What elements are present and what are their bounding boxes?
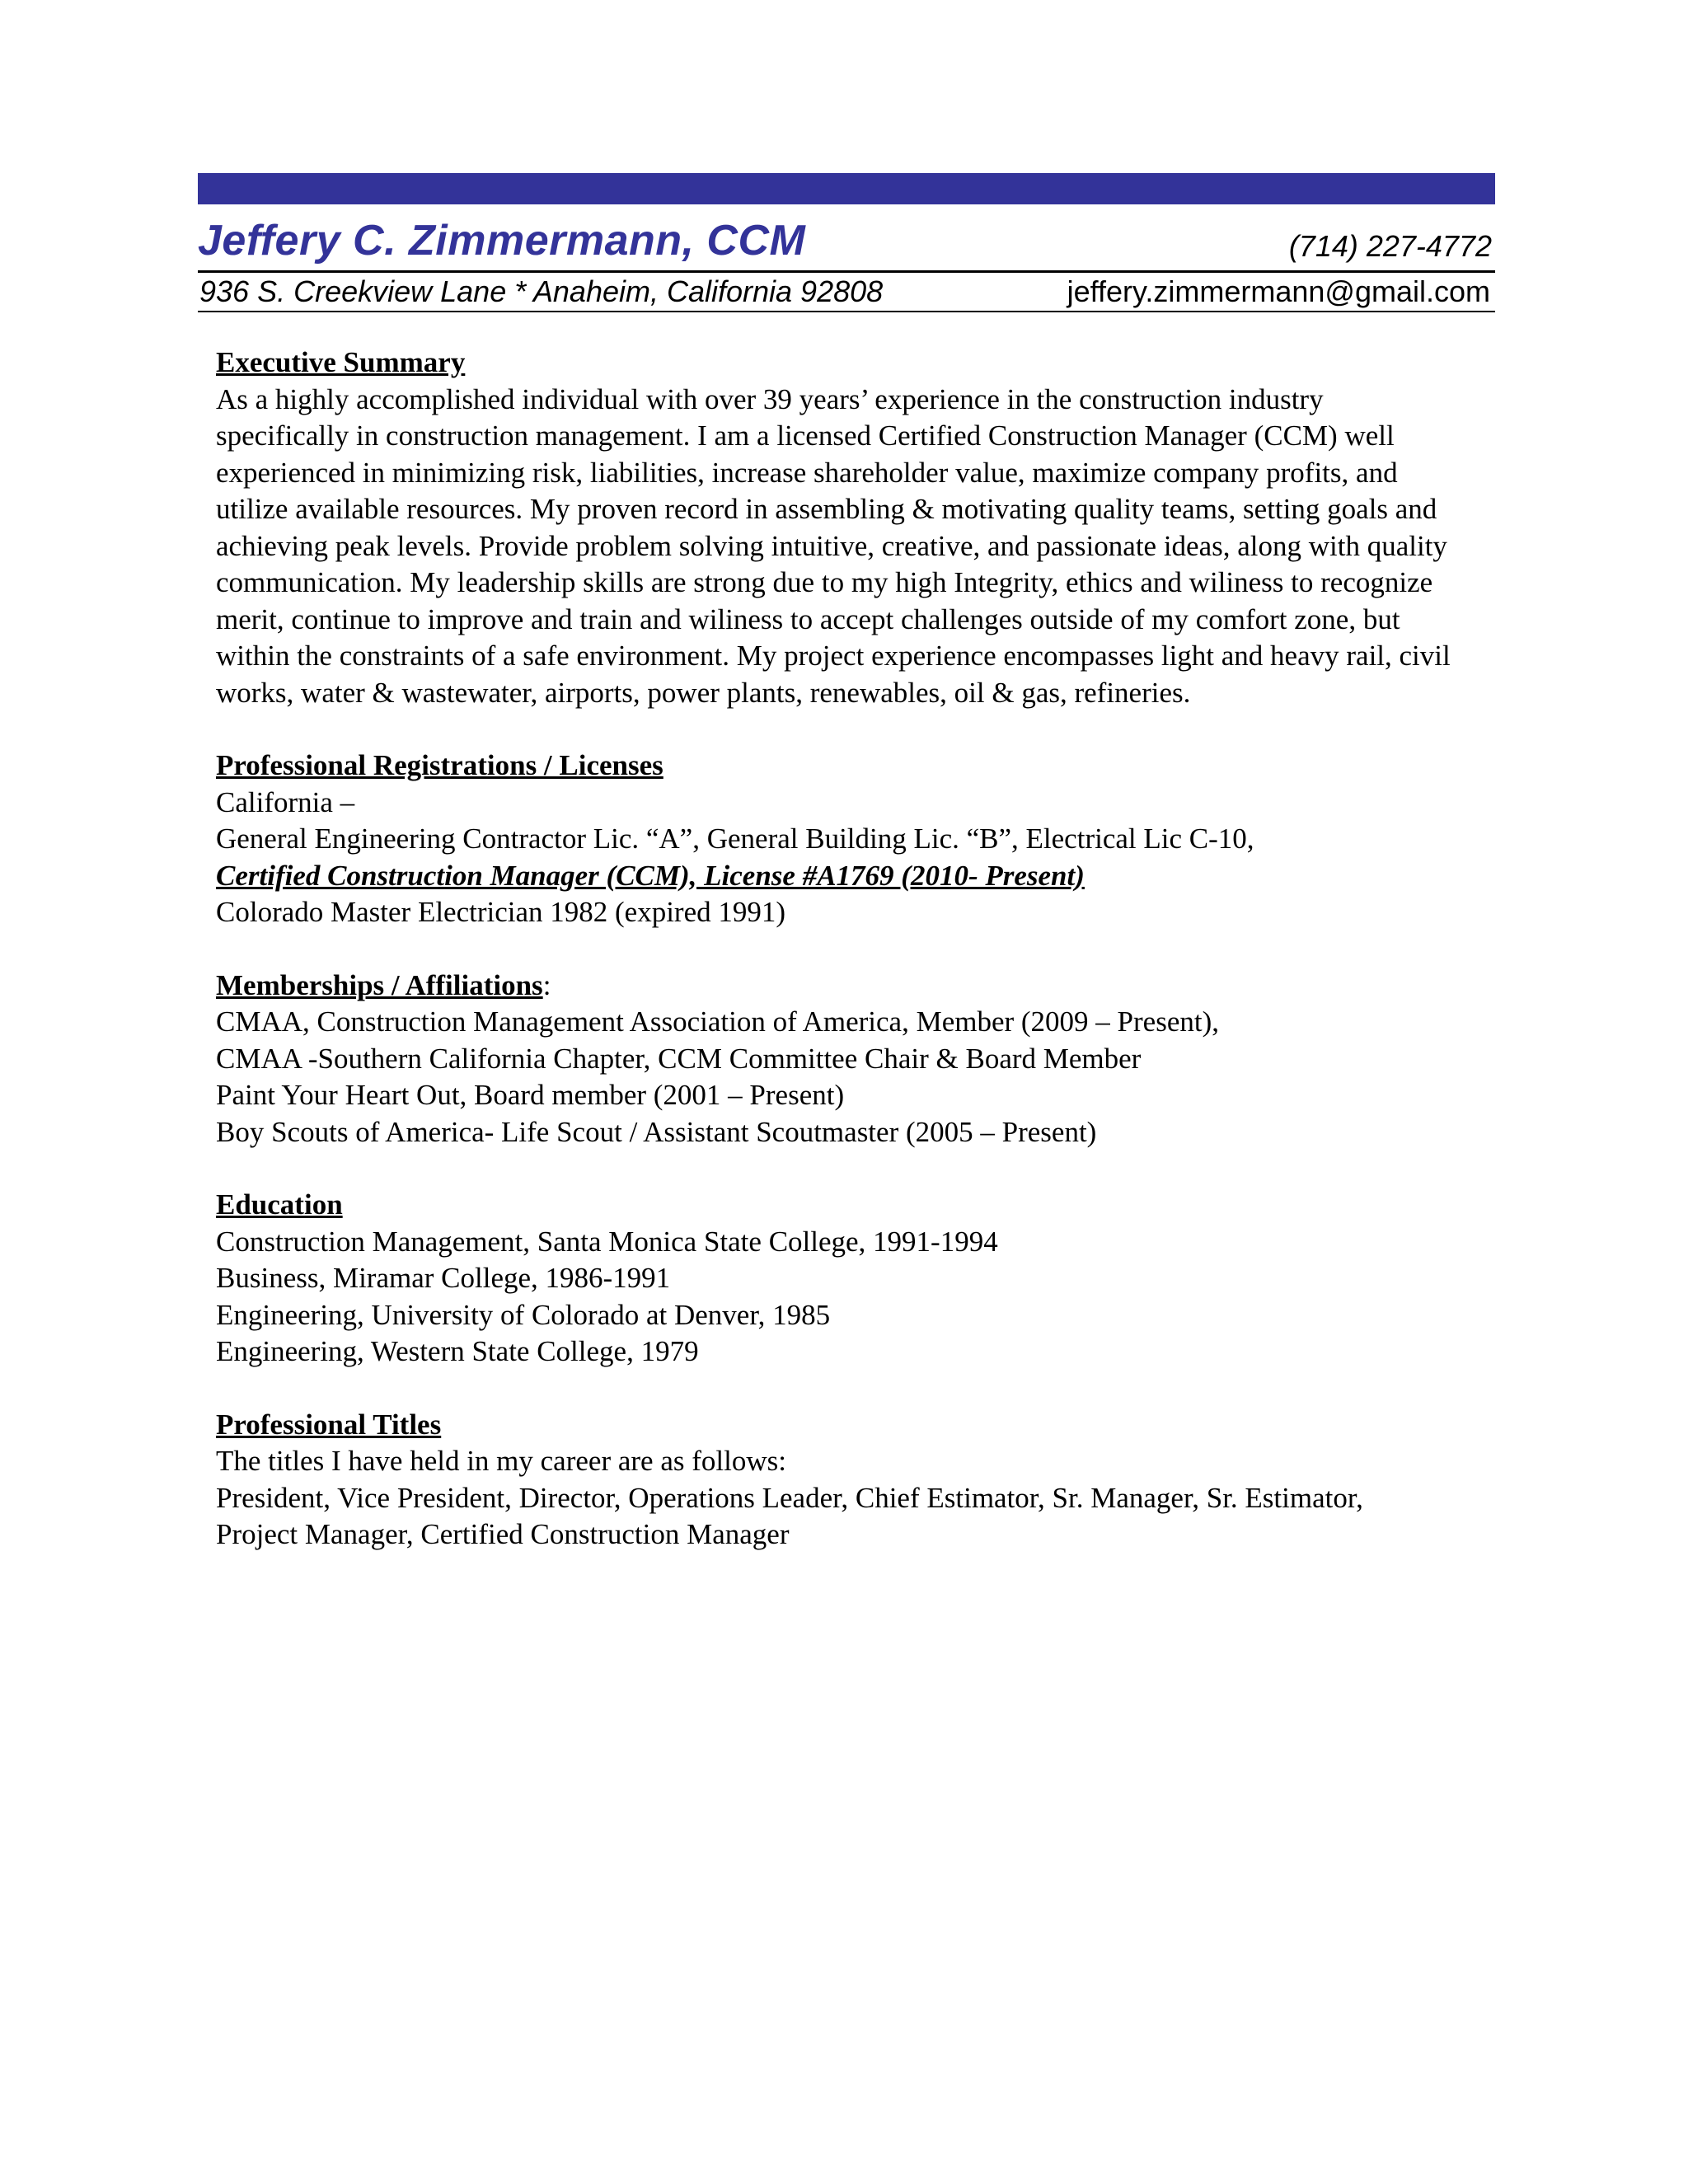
- phone-number: (714) 227-4772: [1288, 229, 1492, 263]
- memberships-heading-row: [216, 968, 1518, 1005]
- memberships-section: [216, 968, 1518, 1151]
- candidate-name: Jeffery C. Zimmermann, CCM: [198, 217, 806, 265]
- summary-line: experienced in minimizing risk, liabilities, increase shareholder value, maximize company profits, and: [216, 456, 1398, 489]
- name-row: [198, 216, 1495, 273]
- education-section: [216, 1187, 1518, 1371]
- summary-line: merit, continue to improve and train and wiliness to accept challenges outside of my comfort zone, but: [216, 602, 1400, 635]
- resume-body: [216, 344, 1518, 1590]
- membership-item: CMAA -Southern California Chapter, CCM Committee Chair & Board Member: [216, 1042, 1142, 1075]
- ccm-license: Certified Construction Manager (CCM), License #A1769 (2010- Present): [216, 859, 1085, 892]
- executive-summary-heading: Executive Summary: [216, 346, 466, 378]
- contact-row: [198, 273, 1495, 312]
- registrations-heading: Professional Registrations / Licenses: [216, 749, 663, 781]
- membership-item: Paint Your Heart Out, Board member (2001 – Present): [216, 1079, 845, 1111]
- titles-line: The titles I have held in my career are as follows:: [216, 1445, 786, 1477]
- titles-heading: Professional Titles: [216, 1408, 442, 1441]
- memberships-heading: Memberships / Affiliations: [216, 968, 543, 1001]
- summary-line: utilize available resources. My proven record in assembling & motivating quality teams, setting goals and: [216, 493, 1437, 525]
- registration-electrician: Colorado Master Electrician 1982 (expired 1991): [216, 896, 786, 928]
- membership-item: Boy Scouts of America- Life Scout / Assistant Scoutmaster (2005 – Present): [216, 1115, 1097, 1148]
- home-address: 936 S. Creekview Lane * Anaheim, California 92808: [199, 274, 884, 308]
- registration-state: California –: [216, 785, 355, 818]
- titles-section: [216, 1407, 1518, 1554]
- executive-summary-section: [216, 344, 1518, 711]
- titles-line: Project Manager, Certified Construction Manager: [216, 1518, 790, 1550]
- summary-line: communication. My leadership skills are strong due to my high Integrity, ethics and wiliness to recognize: [216, 566, 1433, 598]
- titles-line: President, Vice President, Director, Operations Leader, Chief Estimator, Sr. Manager, Sr. Estimator,: [216, 1481, 1363, 1514]
- summary-line: achieving peak levels. Provide problem solving intuitive, creative, and passionate ideas, along with quality: [216, 529, 1447, 562]
- education-item: Engineering, Western State College, 1979: [216, 1335, 699, 1367]
- education-item: Engineering, University of Colorado at Denver, 1985: [216, 1298, 831, 1331]
- registration-licenses: General Engineering Contractor Lic. “A”, General Building Lic. “B”, Electrical Lic C-10,: [216, 823, 1254, 855]
- education-heading: Education: [216, 1188, 343, 1221]
- membership-item: CMAA, Construction Management Association of America, Member (2009 – Present),: [216, 1005, 1220, 1038]
- summary-line: As a highly accomplished individual with over 39 years’ experience in the construction industry: [216, 382, 1324, 415]
- memberships-heading-colon: :: [542, 968, 551, 1001]
- summary-line: specifically in construction management. I am a licensed Certified Construction Manager (CCM) well: [216, 419, 1395, 452]
- summary-line: works, water & wastewater, airports, power plants, renewables, oil & gas, refineries.: [216, 676, 1191, 709]
- education-item: Business, Miramar College, 1986-1991: [216, 1262, 671, 1294]
- email-address: jeffery.zimmermann@gmail.com: [1067, 274, 1490, 308]
- header-accent-bar: [198, 173, 1495, 204]
- education-item: Construction Management, Santa Monica State College, 1991-1994: [216, 1225, 998, 1258]
- summary-line: within the constraints of a safe environment. My project experience encompasses light and heavy rail, civil: [216, 640, 1451, 672]
- registrations-section: [216, 748, 1518, 931]
